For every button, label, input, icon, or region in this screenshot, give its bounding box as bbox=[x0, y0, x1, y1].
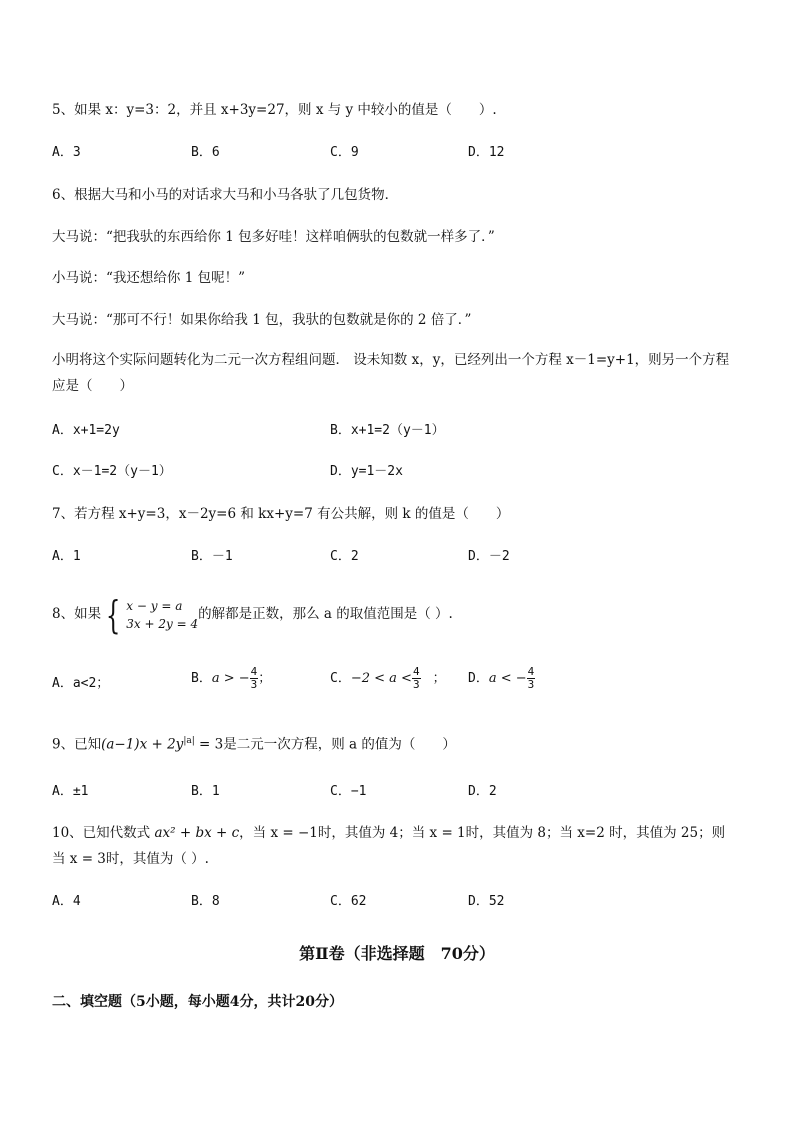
q7-option-b: B．－1 bbox=[191, 549, 233, 564]
q9-option-d: D．2 bbox=[468, 784, 497, 799]
q8-option-a: A．a<2； bbox=[52, 676, 110, 691]
q10-option-d: D．52 bbox=[468, 894, 505, 909]
q8-equation-1: x − y = a bbox=[126, 598, 183, 613]
left-brace-icon: { bbox=[105, 592, 121, 637]
fraction: $\frac{4}{3}$ bbox=[250, 665, 258, 691]
q8-option-c: C．−2 < a < $\frac{4}{3}$ ； bbox=[330, 665, 446, 691]
q7-stem: 7、若方程 x+y=3，x－2y=6 和 kx+y=7 有公共解，则 k 的值是（ ） bbox=[52, 506, 510, 522]
q6-option-b: B．x+1=2（y－1） bbox=[330, 423, 445, 438]
q9-option-b: B．1 bbox=[191, 784, 220, 799]
q5-option-a: A．3 bbox=[52, 145, 81, 160]
q5-stem: 5、如果 x：y=3：2，并且 x+3y=27，则 x 与 y 中较小的值是（ ）. bbox=[52, 102, 497, 118]
q9-expression: (a−1)x + 2y bbox=[101, 736, 184, 753]
q8-equation-2: 3x + 2y = 4 bbox=[126, 616, 199, 631]
q7-option-c: C．2 bbox=[330, 549, 359, 564]
q10-stem-line2: 当 x = 3时，其值为（ ）. bbox=[52, 851, 209, 867]
fraction: $\frac{4}{3}$ bbox=[412, 665, 420, 691]
q6-dialogue-1: 大马说：“把我驮的东西给你 1 包多好哇！这样咱俩驮的包数就一样多了．” bbox=[52, 229, 495, 245]
q6-option-a: A．x+1=2y bbox=[52, 423, 120, 438]
section-fill-in-blank-heading: 二、填空题（5小题，每小题4分，共计20分） bbox=[52, 994, 343, 1010]
q8-prefix: 8、如果 bbox=[52, 606, 102, 622]
q9-option-c: C．−1 bbox=[330, 784, 367, 799]
q9-exponent: |a| bbox=[183, 736, 195, 746]
part2-title: 第Ⅱ卷（非选择题 70分） bbox=[299, 944, 495, 963]
q8-option-d: D．a < − $\frac{4}{3}$ bbox=[468, 665, 535, 691]
q10-option-b: B．8 bbox=[191, 894, 220, 909]
q5-option-c: C．9 bbox=[330, 145, 359, 160]
q9-stem: 9、已知$(a-1)x + 2y^{|a|} = 3$是二元一次方程，则 a 的值为（ ） bbox=[52, 736, 456, 753]
q8-equation-system bbox=[101, 592, 199, 637]
q8-stem bbox=[52, 594, 453, 635]
q7-option-a: A．1 bbox=[52, 549, 81, 564]
q10-expression: ax² + bx + c bbox=[154, 825, 240, 841]
q10-option-c: C．62 bbox=[330, 894, 367, 909]
q6-option-d: D．y=1－2x bbox=[330, 464, 403, 479]
q8-suffix: 的解都是正数，那么 a 的取值范围是（ ）. bbox=[198, 606, 453, 622]
q10-stem-line1: 10、已知代数式 ax² + bx + c，当 x = −1时，其值为 4；当 x = 1时，其值为 8；当 x=2 时，其值为 25；则 bbox=[52, 825, 726, 841]
q9-option-a: A．±1 bbox=[52, 784, 89, 799]
q6-question: 小明将这个实际问题转化为二元一次方程组问题． 设未知数 x，y，已经列出一个方程 x－1=y+1，则另一个方程应是（ ） bbox=[52, 352, 730, 394]
q6-dialogue-3: 大马说：“那可不行！如果你给我 1 包，我驮的包数就是你的 2 倍了．” bbox=[52, 312, 472, 328]
q6-dialogue-2: 小马说：“我还想给你 1 包呢！” bbox=[52, 270, 245, 286]
q6-stem: 6、根据大马和小马的对话求大马和小马各驮了几包货物． bbox=[52, 187, 399, 203]
fraction: $\frac{4}{3}$ bbox=[527, 665, 535, 691]
q7-option-d: D．－2 bbox=[468, 549, 510, 564]
q10-option-a: A．4 bbox=[52, 894, 81, 909]
q5-option-b: B．6 bbox=[191, 145, 220, 160]
q8-option-b: B．a > − $\frac{4}{3}$ ； bbox=[191, 665, 272, 691]
q6-option-c: C．x－1=2（y－1） bbox=[52, 464, 172, 479]
q5-option-d: D．12 bbox=[468, 145, 505, 160]
